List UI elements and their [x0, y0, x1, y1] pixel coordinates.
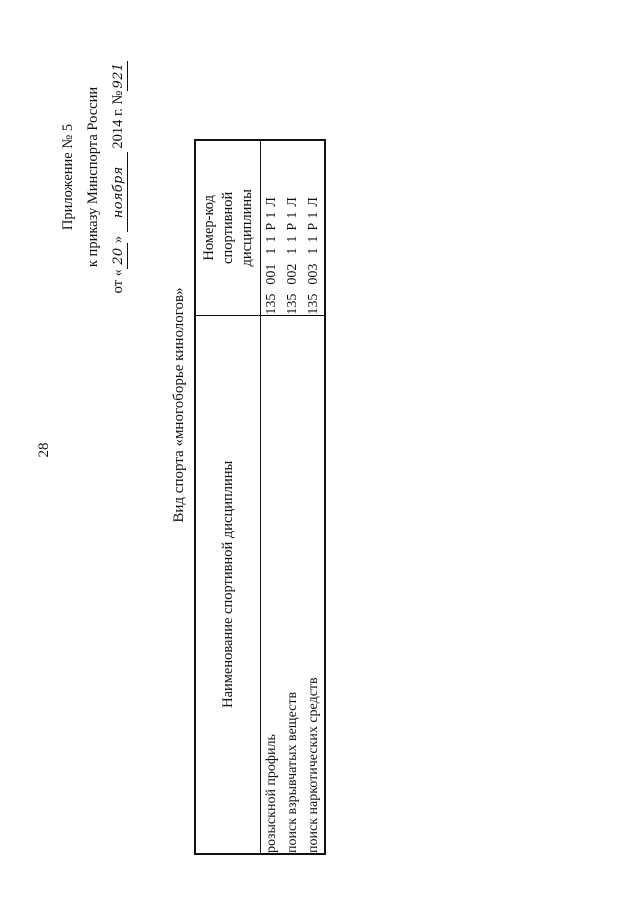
- discipline-code: 13500211Р1Л: [284, 197, 300, 315]
- appendix-title: Приложение № 5: [60, 123, 76, 231]
- date-prefix: от «: [110, 269, 126, 294]
- handwritten-order-number: 921: [110, 61, 128, 91]
- discipline-code: 13500111Р1Л: [263, 197, 279, 315]
- discipline-name: поиск взрывчатых веществ: [282, 315, 303, 854]
- sport-title: Вид спорта «многоборье кинологов»: [171, 287, 187, 523]
- discipline-name: розыскной профиль: [261, 315, 283, 854]
- discipline-code: 13500311Р1Л: [305, 197, 321, 315]
- appendix-heading: [56, 47, 131, 307]
- handwritten-day: 20: [110, 243, 128, 269]
- table-row: [303, 140, 325, 854]
- header-discipline-name: Наименование спортивной дисциплины: [195, 315, 261, 854]
- appendix-order-reference: к приказу Минспорта России: [85, 86, 101, 268]
- table-row: [261, 140, 283, 854]
- disciplines-table: [194, 139, 326, 855]
- handwritten-month: ноября: [110, 152, 128, 232]
- table-header-row: [195, 140, 261, 854]
- table-row: [282, 140, 303, 854]
- page-number: 28: [36, 442, 52, 458]
- header-discipline-code: Номер-код спортивной дисциплины: [195, 140, 261, 315]
- appendix-date-line: [106, 47, 131, 307]
- date-year: 2014 г. №: [110, 90, 126, 149]
- date-day-close: »: [110, 235, 126, 244]
- discipline-name: поиск наркотических средств: [303, 315, 325, 854]
